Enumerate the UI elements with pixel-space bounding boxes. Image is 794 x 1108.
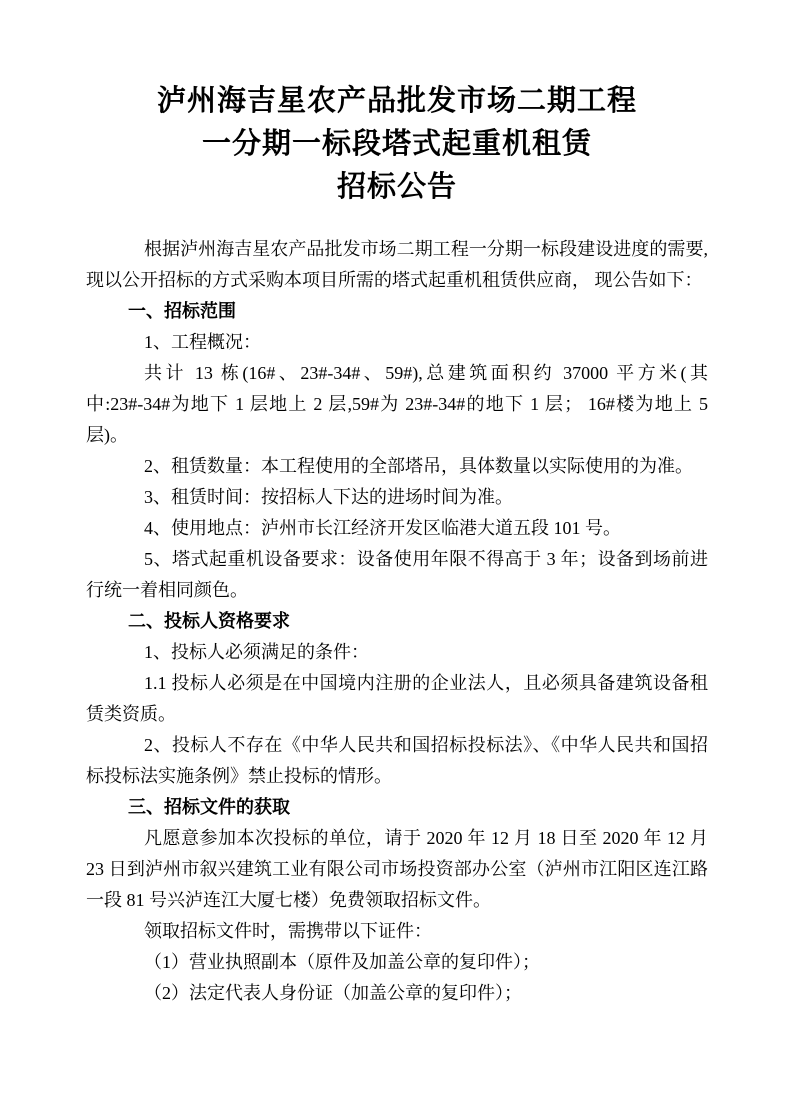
doc-item-1-5: 5、塔式起重机设备要求：设备使用年限不得高于 3 年；设备到场前进行统一着相同颜色。 bbox=[86, 549, 708, 600]
doc-title-line-1: 泸州海吉星农产品批发市场二期工程 bbox=[156, 85, 637, 117]
doc-paragraph-intro: 根据泸州海吉星农产品批发市场二期工程一分期一标段建设进度的需要,现以公开招标的方式采购本项目所需的塔式起重机租赁供应商， 现公告如下： bbox=[86, 239, 708, 290]
section-heading-3: 三、招标文件的获取 bbox=[128, 797, 290, 817]
doc-item-1-4: 4、使用地点：泸州市长江经济开发区临港大道五段 101 号。 bbox=[144, 518, 621, 538]
doc-item-1-2: 2、租赁数量：本工程使用的全部塔吊，具体数量以实际使用的为准。 bbox=[144, 456, 693, 476]
doc-body bbox=[86, 234, 708, 1009]
doc-item-1-1: 1、工程概况： bbox=[144, 332, 261, 352]
doc-item-2-1: 1、投标人必须满足的条件： bbox=[144, 642, 369, 662]
doc-paragraph-obtain: 凡愿意参加本次投标的单位，请于 2020 年 12 月 18 日至 2020 年 12 月 23 日到泸州市叙兴建筑工业有限公司市场投资部办公室（泸州市江阳区连江路一段 81 号兴泸连江大厦七楼）免费领取招标文件。 bbox=[86, 828, 708, 910]
doc-item-2-1-1: 1.1 投标人必须是在中国境内注册的企业法人，且必须具备建筑设备租赁类资质。 bbox=[86, 673, 708, 724]
doc-item-2-2: 2、投标人不存在《中华人民共和国招标投标法》、《中华人民共和国招标投标法实施条例》禁止投标的情形。 bbox=[86, 735, 708, 786]
section-heading-1: 一、招标范围 bbox=[128, 301, 236, 321]
doc-title bbox=[86, 80, 708, 209]
doc-paragraph-credentials: 领取招标文件时，需携带以下证件： bbox=[144, 921, 432, 941]
doc-title-line-2: 一分期一标段塔式起重机租赁 bbox=[201, 128, 592, 160]
doc-title-line-3: 招标公告 bbox=[336, 171, 457, 203]
section-heading-2: 二、投标人资格要求 bbox=[128, 611, 290, 631]
doc-item-1-1-detail: 共计 13 栋(16#、23#-34#、59#),总建筑面积约 37000 平方米(其中:23#-34#为地下 1 层地上 2 层,59#为 23#-34#的地下 1 层； 16#楼为地上 5 层)。 bbox=[86, 363, 708, 445]
doc-item-1-3: 3、租赁时间：按招标人下达的进场时间为准。 bbox=[144, 487, 513, 507]
doc-item-credential-2: （2）法定代表人身份证（加盖公章的复印件）； bbox=[144, 983, 522, 1003]
doc-item-credential-1: （1）营业执照副本（原件及加盖公章的复印件）； bbox=[144, 952, 540, 972]
